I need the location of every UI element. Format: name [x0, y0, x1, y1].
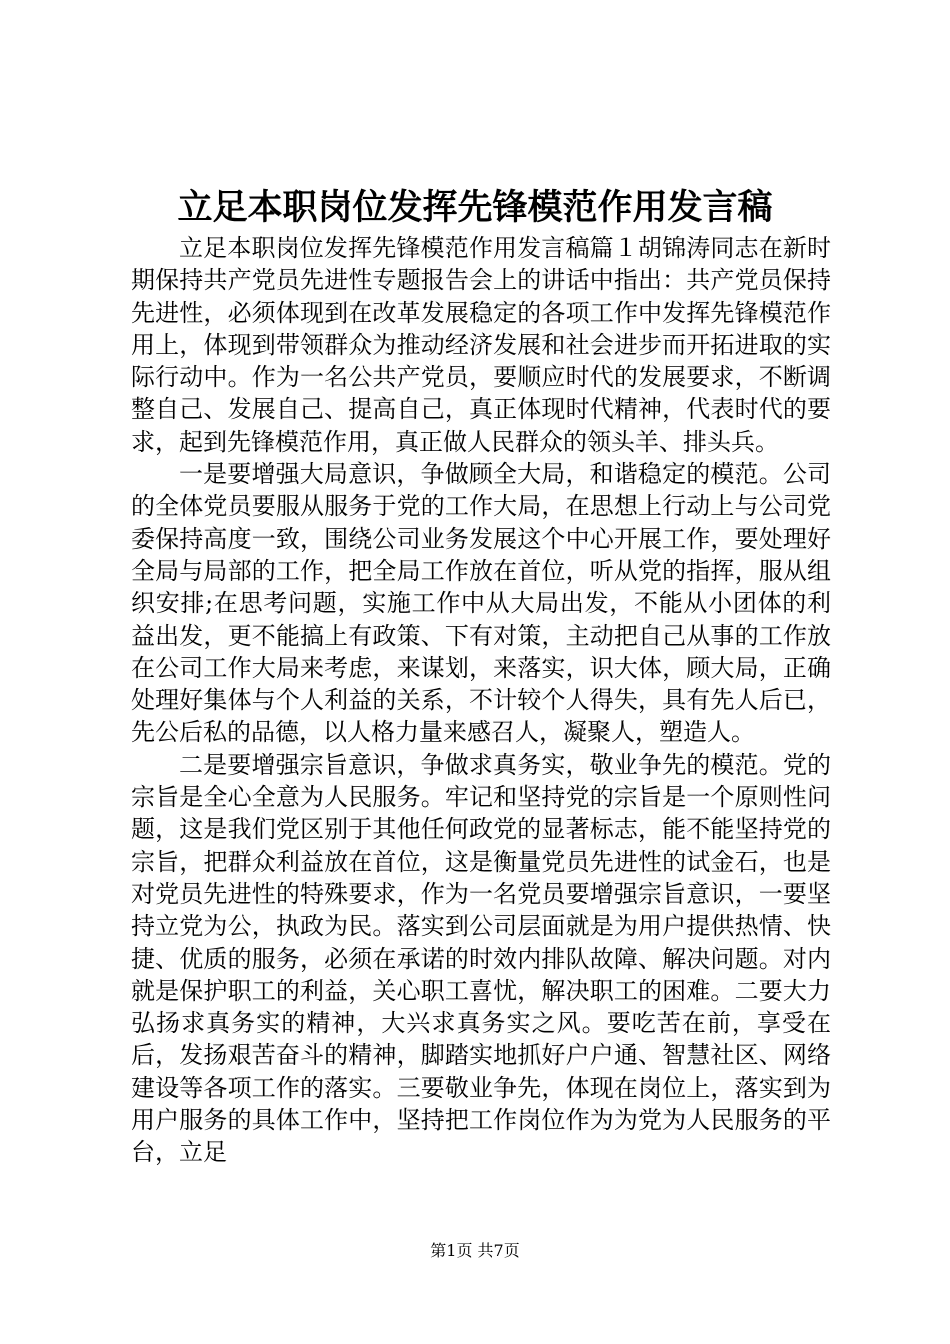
- document-title: 立足本职岗位发挥先锋模范作用发言稿: [177, 187, 773, 228]
- paragraph-intro: 立足本职岗位发挥先锋模范作用发言稿篇１胡锦涛同志在新时期保持共产党员先进性专题报告会上的讲话中指出：共产党员保持先进性，必须体现到在改革发展稳定的各项工作中发挥先锋模范作用上，体现到带领群众为推动经济发展和社会进步而开拓进取的实际行动中。作为一名公共产党员，要顺应时代的发展要求，不断调整自己、发展自己、提高自己，真正体现时代精神，代表时代的要求，起到先锋模范作用，真正做人民群众的领头羊、排头兵。: [131, 234, 831, 456]
- document-body: [131, 232, 831, 1169]
- paragraph-point-two: 二是要增强宗旨意识，争做求真务实，敬业争先的模范。党的宗旨是全心全意为人民服务。牢记和坚持党的宗旨是一个原则性问题，这是我们党区别于其他任何政党的显著标志，能不能坚持党的宗旨，把群众利益放在首位，这是衡量党员先进性的试金石，也是对党员先进性的特殊要求，作为一名党员要增强宗旨意识，一要坚持立党为公，执政为民。落实到公司层面就是为用户提供热情、快捷、优质的服务，必须在承诺的时效内排队故障、解决问题。对内就是保护职工的利益，关心职工喜忧，解决职工的困难。二要大力弘扬求真务实的精神，大兴求真务实之风。要吃苦在前，享受在后，发扬艰苦奋斗的精神，脚踏实地抓好户户通、智慧社区、网络建设等各项工作的落实。三要敬业争先，体现在岗位上，落实到为用户服务的具体工作中，坚持把工作岗位作为为党为人民服务的平台，立足: [131, 750, 831, 1167]
- page-number-footer: 第1页 共7页: [430, 1241, 520, 1260]
- paragraph-point-one: 一是要增强大局意识，争做顾全大局，和谐稳定的模范。公司的全体党员要服从服务于党的工作大局，在思想上行动上与公司党委保持高度一致，围绕公司业务发展这个中心开展工作，要处理好全局与局部的工作，把全局工作放在首位，听从党的指挥，服从组织安排;在思考问题，实施工作中从大局出发，不能从小团体的利益出发，更不能搞上有政策、下有对策，主动把自己从事的工作放在公司工作大局来考虑，来谋划，来落实，识大体，顾大局，正确处理好集体与个人利益的关系，不计较个人得失，具有先人后已，先公后私的品德，以人格力量来感召人，凝聚人，塑造人。: [131, 460, 831, 747]
